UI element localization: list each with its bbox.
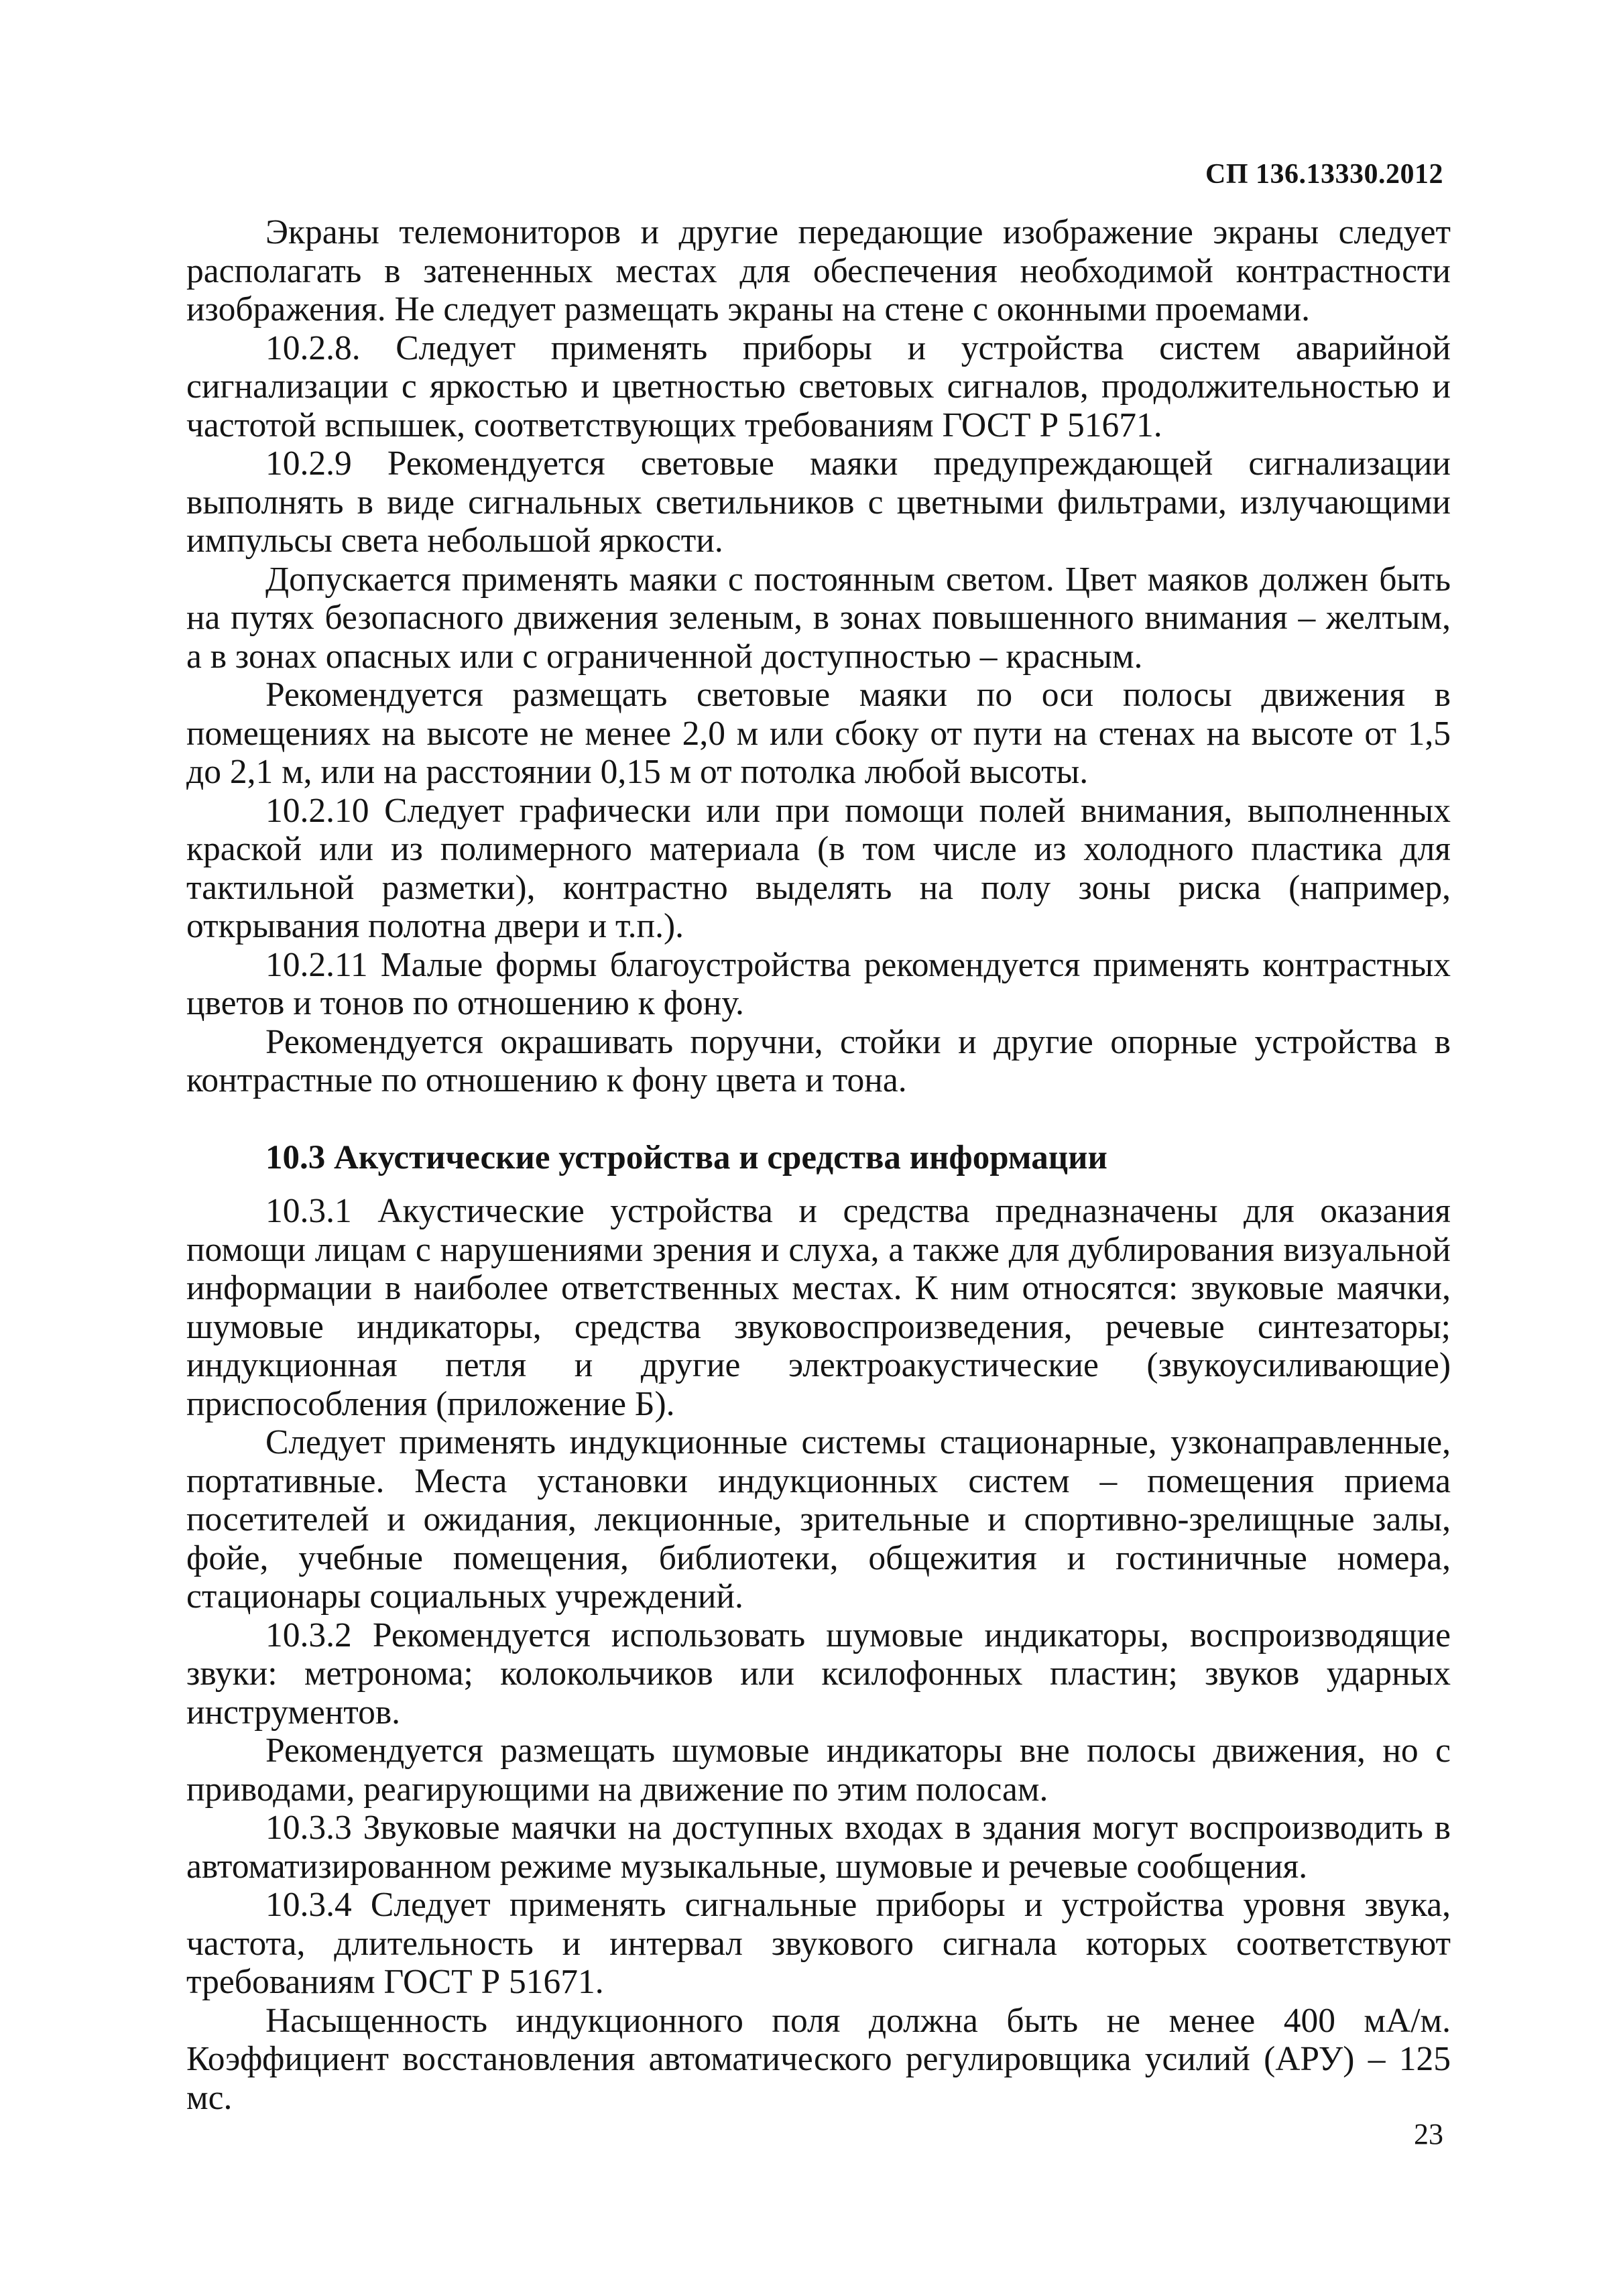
paragraph-10-2-10: 10.2.10 Следует графически или при помощи полей внимания, выполненных краской или из полимерного материала (в том числе из холодного пластика для тактильной разметки), контрастно выделять на полу зоны риска (например, открывания полотна двери и т.п.). [186,791,1451,945]
page-number: 23 [1414,2118,1443,2151]
paragraph-10-3-1: 10.3.1 Акустические устройства и средства предназначены для оказания помощи лицам с нарушениями зрения и слуха, а также для дублирования визуальной информации в наиболее ответственных местах. К ним относятся: звуковые маячки, шумовые индикаторы, средства звуковоспроизведения, речевые синтезаторы; индукционная петля и другие электроакустические (звукоусиливающие) приспособления (приложение Б). [186,1192,1451,1423]
paragraph-beacon-colors: Допускается применять маяки с постоянным светом. Цвет маяков должен быть на путях безопасного движения зеленым, в зонах повышенного внимания – желтым, а в зонах опасных или с ограниченной доступностью – красным. [186,560,1451,676]
paragraph-10-2-9: 10.2.9 Рекомендуется световые маяки предупреждающей сигнализации выполнять в виде сигнальных светильников с цветными фильтрами, излучающими импульсы света небольшой яркости. [186,444,1451,560]
paragraph-10-2-8: 10.2.8. Следует применять приборы и устройства систем аварийной сигнализации с яркостью и цветностью световых сигналов, продолжительностью и частотой вспышек, соответствующих требованиям ГОСТ Р 51671. [186,328,1451,444]
document-code-header: СП 136.13330.2012 [1205,159,1443,190]
paragraph-10-3-3: 10.3.3 Звуковые маячки на доступных входах в здания могут воспроизводить в автоматизированном режиме музыкальные, шумовые и речевые сообщения. [186,1809,1451,1886]
paragraph-beacon-placement: Рекомендуется размещать световые маяки по оси полосы движения в помещениях на высоте не менее 2,0 м или сбоку от пути на стенах на высоте от 1,5 до 2,1 м, или на расстоянии 0,15 м от потолка любой высоты. [186,676,1451,791]
paragraph-handrails: Рекомендуется окрашивать поручни, стойки и другие опорные устройства в контрастные по отношению к фону цвета и тона. [186,1022,1451,1099]
section-heading-10-3: 10.3 Акустические устройства и средства информации [265,1138,1107,1176]
paragraph-noise-indicators: Рекомендуется размещать шумовые индикаторы вне полосы движения, но с приводами, реагирующими на движение по этим полосам. [186,1732,1451,1809]
document-body [186,213,1451,2117]
paragraph-induction-field: Насыщенность индукционного поля должна быть не менее 400 мА/м. Коэффициент восстановления автоматического регулировщика усилий (АРУ) – 125 мс. [186,2001,1451,2117]
paragraph-10-2-11: 10.2.11 Малые формы благоустройства рекомендуется применять контрастных цветов и тонов по отношению к фону. [186,945,1451,1022]
paragraph-10-3-2: 10.3.2 Рекомендуется использовать шумовые индикаторы, воспроизводящие звуки: метронома; колокольчиков или ксилофонных пластин; звуков ударных инструментов. [186,1616,1451,1732]
paragraph-screens: Экраны телемониторов и другие передающие изображение экраны следует располагать в затененных местах для обеспечения необходимой контрастности изображения. Не следует размещать экраны на стене с оконными проемами. [186,213,1451,328]
paragraph-10-3-4: 10.3.4 Следует применять сигнальные приборы и устройства уровня звука, частота, длительность и интервал звукового сигнала которых соответствуют требованиям ГОСТ Р 51671. [186,1886,1451,2001]
paragraph-induction-systems: Следует применять индукционные системы стационарные, узконаправленные, портативные. Места установки индукционных систем – помещения приема посетителей и ожидания, лекционные, зрительные и спортивно-зрелищные залы, фойе, учебные помещения, библиотеки, общежития и гостиничные номера, стационары социальных учреждений. [186,1423,1451,1616]
